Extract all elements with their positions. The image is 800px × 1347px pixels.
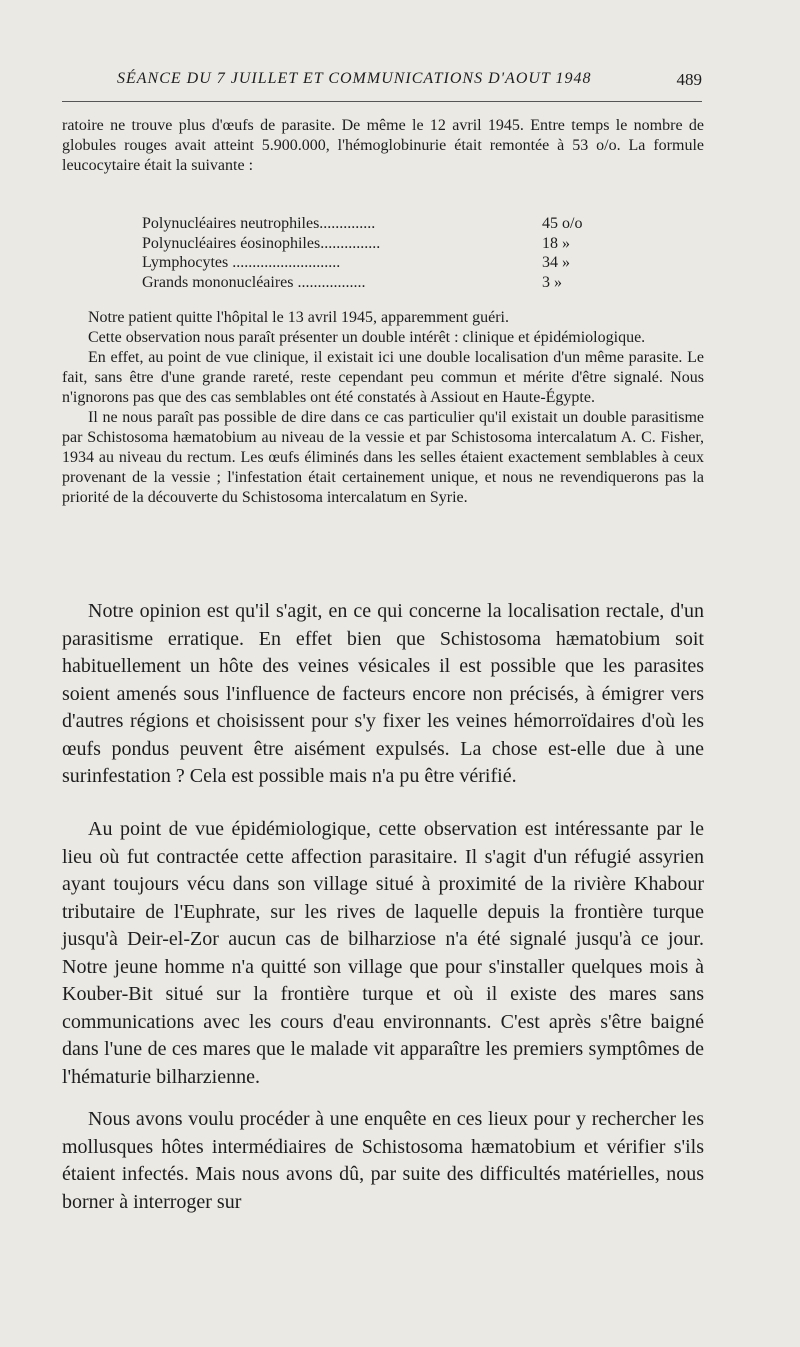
page-number: 489 xyxy=(676,70,702,89)
formula-row xyxy=(142,273,622,293)
formula-value: 45 o/o xyxy=(542,215,583,232)
paragraph: Il ne nous paraît pas possible de dire dans ce cas particulier qu'il existait un double parasitisme par Schistosoma hæmatobium au niveau de la vessie et par Schistosoma intercalatum A. C. Fisher, 1934 au niveau du rectum. Les œufs éliminés dans les selles étaient exactement semblables à ceux provenant de la vessie ; l'infestation était certainement unique, et nous ne revendiquerons pas la priorité de la découverte du Schistosoma intercalatum en Syrie. xyxy=(62,409,704,506)
body-paragraph-epidemiology xyxy=(62,816,704,1091)
formula-row xyxy=(142,214,622,234)
formula-value: 3 » xyxy=(542,273,562,291)
paragraph: Au point de vue épidémiologique, cette observation est intéressante par le lieu où fut contractée cette affection parasitaire. Il s'agit d'un réfugié assyrien ayant toujours vécu dans son village situé à proximité de la rivière Khabour tributaire de l'Euphrate, sur les rives de laquelle depuis la frontière turque jusqu'à Deir-el-Zor aucun cas de bilharziose n'a été signalé jusqu'à ce jour. Notre jeune homme n'a quitté son village que pour s'installer quelques mois à Kouber-Bit situé sur la frontière turque et où il existe des mares sans communications avec les cours d'eau environnants. C'est après s'être baigné dans l'une de ces mares que le malade vit apparaître les premiers symptômes de l'hématurie bilharzienne. xyxy=(62,818,704,1088)
paragraph: Nous avons voulu procéder à une enquête en ces lieux pour y rechercher les mollusques hôtes intermédiaires de Schistosoma hæmatobium et vérifier s'ils étaient infectés. Mais nous avons dû, par suite des difficultés matérielles, nous borner à interroger sur xyxy=(62,1108,704,1213)
intro-paragraph xyxy=(62,116,704,176)
header-rule xyxy=(62,101,702,102)
formula-value: 18 » xyxy=(542,234,570,252)
header-title: SÉANCE DU 7 JUILLET ET COMMUNICATIONS D'AOUT 1948 xyxy=(117,70,592,87)
paragraph: Notre opinion est qu'il s'agit, en ce qui concerne la localisation rectale, d'un parasitisme erratique. En effet bien que Schistosoma hæmatobium soit habituellement un hôte des veines vésicales il est possible que les parasites soient amenés sous l'influence de facteurs encore non précisés, à émigrer vers d'autres régions et choisissent pour s'y fixer les veines hémorroïdaires d'où les œufs pondus peuvent être aisément expulsés. La chose est-elle due à une surinfestation ? Cela est possible mais n'a pu être vérifié. xyxy=(62,600,704,787)
leukocyte-formula-table xyxy=(142,214,622,292)
running-header xyxy=(62,70,702,94)
body-paragraph-survey xyxy=(62,1106,704,1216)
paragraph: Cette observation nous paraît présenter un double intérêt : clinique et épidémiologique. xyxy=(88,329,646,346)
formula-row xyxy=(142,234,622,254)
formula-label: Lymphocytes ........................... xyxy=(142,254,341,271)
formula-label: Polynucléaires neutrophiles.............. xyxy=(142,215,376,232)
formula-label: Polynucléaires éosinophiles............... xyxy=(142,234,381,252)
formula-label: Grands mononucléaires ................. xyxy=(142,273,366,291)
formula-value: 34 » xyxy=(542,254,570,271)
intro-text: ratoire ne trouve plus d'œufs de parasite. De même le 12 avril 1945. Entre temps le nombre de globules rouges avait atteint 5.900.000, l'hémoglobinurie était remontée à 53 o/o. La formule leucocytaire était la suivante : xyxy=(62,117,704,174)
small-text-block xyxy=(62,308,704,508)
formula-row xyxy=(142,253,622,273)
paragraph: En effet, au point de vue clinique, il existait ici une double localisation d'un même parasite. Le fait, sans être d'une grande rareté, reste cependant peu commun et mérite d'être signalé. Nous n'ignorons pas que des cas semblables ont été constatés à Assiout en Haute-Égypte. xyxy=(62,349,704,406)
paragraph: Notre patient quitte l'hôpital le 13 avril 1945, apparemment guéri. xyxy=(88,309,509,326)
body-paragraph-opinion xyxy=(62,598,704,791)
